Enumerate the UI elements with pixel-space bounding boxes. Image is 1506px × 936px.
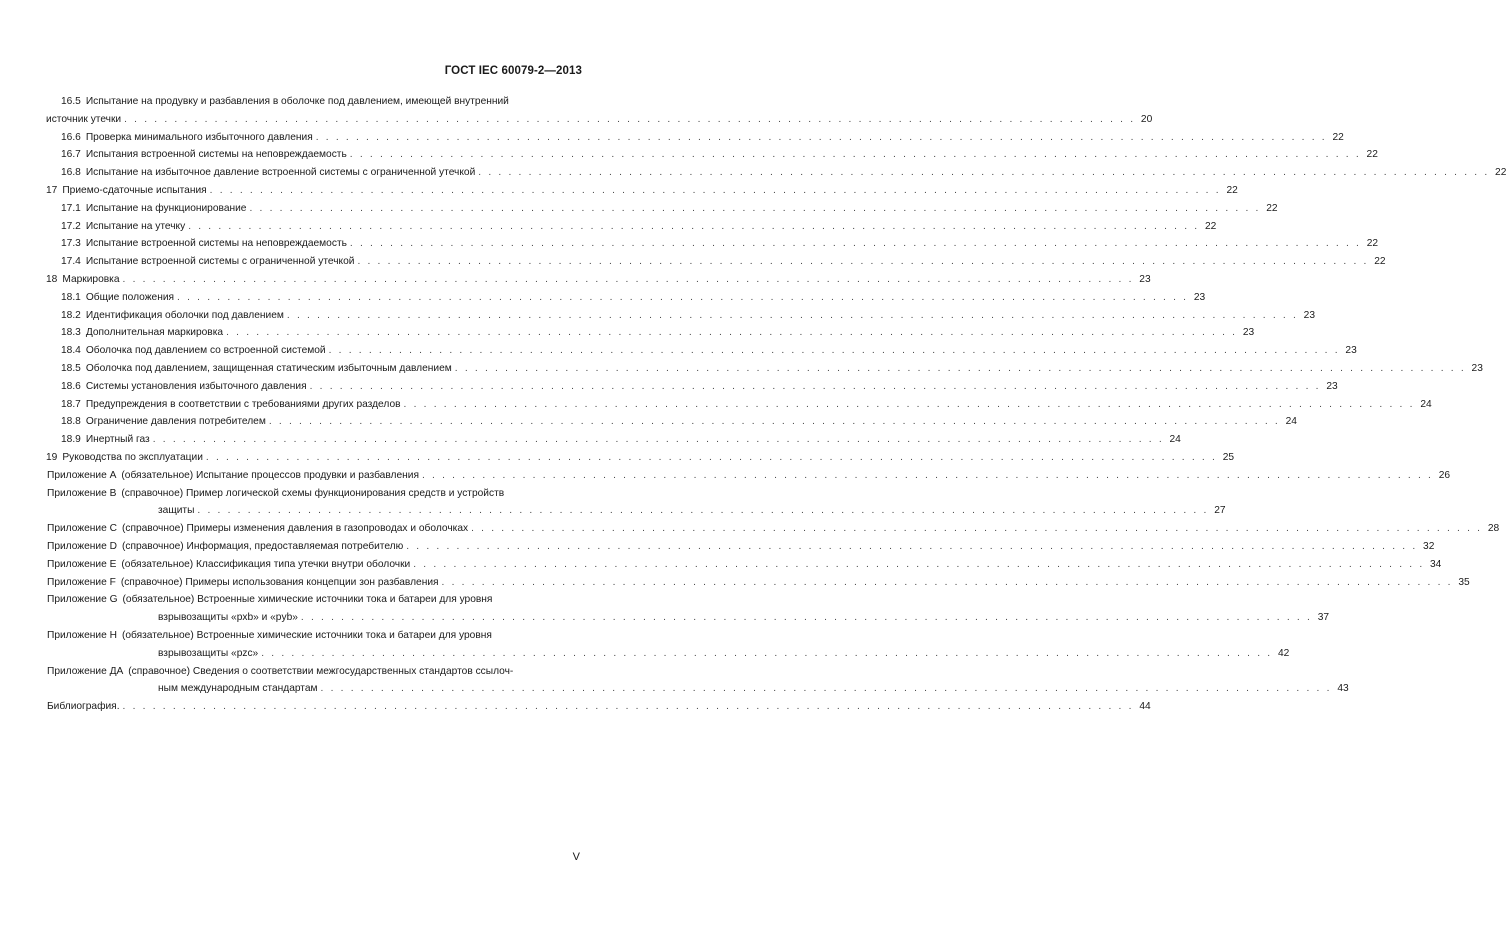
toc-entry-title: Библиография. bbox=[47, 701, 120, 713]
toc-entry[interactable] bbox=[61, 342, 1357, 360]
toc-page-number: 23 bbox=[1326, 380, 1338, 392]
toc-leader-dots: . . . . . . . . . . . . . . . . . . . . . . . . . . . . . . . . . . . . . . . . . . . . . . . . . . . . . . . . . . . . . . . . . . . . . . . . . . . . . . . . . . . . . . . . . . . . . . . . . . . . . bbox=[249, 202, 1261, 214]
toc-leader-dots: . . . . . . . . . . . . . . . . . . . . . . . . . . . . . . . . . . . . . . . . . . . . . . . . . . . . . . . . . . . . . . . . . . . . . . . . . . . . . . . . . . . . . . . . . . . . . . . . . . . . . bbox=[188, 220, 1200, 232]
toc-leader-dots: . . . . . . . . . . . . . . . . . . . . . . . . . . . . . . . . . . . . . . . . . . . . . . . . . . . . . . . . . . . . . . . . . . . . . . . . . . . . . . . . . . . . . . . . . . . . . . . . . . . . . bbox=[413, 558, 1425, 570]
toc-entry-title: Испытание на избыточное давление встроенной системы с ограниченной утечкой bbox=[85, 167, 476, 179]
toc-leader-dots: . . . . . . . . . . . . . . . . . . . . . . . . . . . . . . . . . . . . . . . . . . . . . . . . . . . . . . . . . . . . . . . . . . . . . . . . . . . . . . . . . . . . . . . . . . . . . . . . . . . . . bbox=[261, 647, 1273, 659]
toc-entry[interactable] bbox=[46, 182, 1238, 200]
toc-entry[interactable] bbox=[47, 663, 1349, 699]
toc-entry-title: Ограничение давления потребителем bbox=[85, 416, 266, 428]
toc-entry-number: 19 bbox=[46, 452, 58, 463]
toc-entry-number: Приложение ДА bbox=[47, 665, 124, 677]
toc-entry[interactable] bbox=[61, 253, 1386, 271]
toc-entry-number: 18.2 bbox=[61, 309, 81, 321]
toc-entry-title: Инертный газ bbox=[85, 434, 150, 446]
toc-leader-dots: . . . . . . . . . . . . . . . . . . . . . . . . . . . . . . . . . . . . . . . . . . . . . . . . . . . . . . . . . . . . . . . . . . . . . . . . . . . . . . . . . . . . . . . . . . . . . . . . . . . . . bbox=[197, 505, 1209, 517]
toc-entry[interactable] bbox=[47, 556, 1442, 574]
toc-entry[interactable] bbox=[61, 307, 1316, 325]
toc-entry[interactable] bbox=[47, 698, 1151, 716]
toc-entry[interactable] bbox=[46, 271, 1151, 289]
toc-entry[interactable] bbox=[61, 200, 1278, 218]
toc-entry-number: 18.1 bbox=[61, 291, 81, 303]
toc-entry-title: Руководства по эксплуатации bbox=[62, 452, 203, 463]
toc-entry-title: (справочное) Пример логической схемы функционирования средств и устройств bbox=[121, 487, 505, 499]
toc-page-number: 23 bbox=[1303, 309, 1316, 321]
toc-entry-number: Приложение Е bbox=[47, 558, 117, 570]
toc-leader-dots: . . . . . . . . . . . . . . . . . . . . . . . . . . . . . . . . . . . . . . . . . . . . . . . . . . . . . . . . . . . . . . . . . . . . . . . . . . . . . . . . . . . . . . . . . . . . . . . . . . . . . bbox=[441, 576, 1453, 588]
toc-entry-number: 18 bbox=[46, 274, 58, 285]
toc-leader-dots: . . . . . . . . . . . . . . . . . . . . . . . . . . . . . . . . . . . . . . . . . . . . . . . . . . . . . . . . . . . . . . . . . . . . . . . . . . . . . . . . . . . . . . . . . . . . . . . . . . . . . bbox=[122, 701, 1134, 713]
toc-leader-dots: . . . . . . . . . . . . . . . . . . . . . . . . . . . . . . . . . . . . . . . . . . . . . . . . . . . . . . . . . . . . . . . . . . . . . . . . . . . . . . . . . . . . . . . . . . . . . . . . . . . . . bbox=[209, 185, 1221, 196]
toc-entry-title: Приемо-сдаточные испытания bbox=[62, 185, 207, 196]
toc-entry-title: Дополнительная маркировка bbox=[85, 327, 224, 339]
toc-leader-dots: . . . . . . . . . . . . . . . . . . . . . . . . . . . . . . . . . . . . . . . . . . . . . . . . . . . . . . . . . . . . . . . . . . . . . . . . . . . . . . . . . . . . . . . . . . . . . . . . . . . . . bbox=[403, 398, 1415, 410]
toc-entry-title: Проверка минимального избыточного давления bbox=[85, 131, 313, 143]
toc-page-number: 44 bbox=[1139, 701, 1151, 713]
toc-entry-title: (справочное) Сведения о соответствии межгосударственных стандартов ссылоч- bbox=[128, 665, 514, 677]
toc-entry-number: 18.5 bbox=[61, 363, 81, 374]
toc-page-number: 42 bbox=[1278, 647, 1290, 659]
toc-entry-number: Приложение В bbox=[47, 487, 117, 499]
toc-leader-dots: . . . . . . . . . . . . . . . . . . . . . . . . . . . . . . . . . . . . . . . . . . . . . . . . . . . . . . . . . . . . . . . . . . . . . . . . . . . . . . . . . . . . . . . . . . . . . . . . . . . . . bbox=[349, 238, 1362, 250]
toc-leader-dots: . . . . . . . . . . . . . . . . . . . . . . . . . . . . . . . . . . . . . . . . . . . . . . . . . . . . . . . . . . . . . . . . . . . . . . . . . . . . . . . . . . . . . . . . . . . . . . . . . . . . . bbox=[300, 612, 1313, 624]
toc-leader-dots: . . . . . . . . . . . . . . . . . . . . . . . . . . . . . . . . . . . . . . . . . . . . . . . . . . . . . . . . . . . . . . . . . . . . . . . . . . . . . . . . . . . . . . . . . . . . . . . . . . . . . bbox=[122, 274, 1134, 285]
toc-page-number: 22 bbox=[1495, 167, 1506, 179]
toc-page-number: 20 bbox=[1140, 113, 1153, 125]
toc-page-number: 24 bbox=[1420, 398, 1432, 410]
toc-entry-title: Испытание встроенной системы на неповреждаемость bbox=[85, 238, 347, 250]
toc-entry-title: (обязательное) Встроенные химические источники тока и батареи для уровня bbox=[121, 630, 492, 641]
toc-entry[interactable] bbox=[46, 449, 1235, 467]
toc-entry-number: 17.1 bbox=[61, 202, 81, 214]
toc-entry-title: (справочное) Примеры использования концепции зон разбавления bbox=[120, 576, 439, 588]
toc-entry-title-continued: защиты bbox=[158, 505, 195, 517]
toc-page-number: 26 bbox=[1438, 469, 1451, 481]
toc-entry[interactable] bbox=[47, 520, 1500, 538]
toc-page-number: 23 bbox=[1471, 363, 1483, 374]
toc-page-number: 43 bbox=[1337, 683, 1349, 695]
document-header-id: ГОСТ IEC 60079-2—2013 bbox=[444, 65, 582, 77]
toc-entry-title: Испытания встроенной системы на неповреждаемость bbox=[85, 149, 347, 161]
toc-leader-dots: . . . . . . . . . . . . . . . . . . . . . . . . . . . . . . . . . . . . . . . . . . . . . . . . . . . . . . . . . . . . . . . . . . . . . . . . . . . . . . . . . . . . . . . . . . . . . . . . . . . . . bbox=[454, 363, 1466, 374]
toc-page-number: 24 bbox=[1285, 416, 1297, 428]
toc-entry[interactable] bbox=[61, 235, 1379, 253]
toc-entry[interactable] bbox=[61, 360, 1483, 378]
toc-entry-title: Маркировка bbox=[62, 274, 120, 285]
toc-entry-number: 17.3 bbox=[61, 238, 81, 250]
toc-page-number: 34 bbox=[1430, 558, 1442, 570]
toc-entry-number: 18.7 bbox=[61, 398, 81, 410]
toc-page-number: 22 bbox=[1266, 202, 1278, 214]
toc-entry-title-continued: ным международным стандартам bbox=[158, 683, 318, 695]
toc-entry[interactable] bbox=[61, 324, 1255, 342]
toc-entry-number: 18.9 bbox=[61, 434, 81, 446]
toc-leader-dots: . . . . . . . . . . . . . . . . . . . . . . . . . . . . . . . . . . . . . . . . . . . . . . . . . . . . . . . . . . . . . . . . . . . . . . . . . . . . . . . . . . . . . . . . . . . . . . . . . . . . . bbox=[177, 291, 1189, 303]
toc-entry-number: 18.8 bbox=[61, 416, 81, 428]
toc-page-number: 22 bbox=[1366, 238, 1379, 250]
toc-entry-number: Приложение А bbox=[47, 469, 117, 481]
toc-leader-dots: . . . . . . . . . . . . . . . . . . . . . . . . . . . . . . . . . . . . . . . . . . . . . . . . . . . . . . . . . . . . . . . . . . . . . . . . . . . . . . . . . . . . . . . . . . . . . . . . . . . . . bbox=[315, 131, 1327, 143]
toc-entry[interactable] bbox=[47, 627, 1290, 663]
toc-page-number: 22 bbox=[1332, 131, 1344, 143]
toc-page-number: 32 bbox=[1423, 541, 1435, 552]
toc-entry-title: Испытание на утечку bbox=[85, 220, 186, 232]
toc-leader-dots: . . . . . . . . . . . . . . . . . . . . . . . . . . . . . . . . . . . . . . . . . . . . . . . . . . . . . . . . . . . . . . . . . . . . . . . . . . . . . . . . . . . . . . . . . . . . . . . . . . . . . bbox=[357, 256, 1369, 268]
toc-entry[interactable] bbox=[61, 378, 1338, 396]
toc-leader-dots: . . . . . . . . . . . . . . . . . . . . . . . . . . . . . . . . . . . . . . . . . . . . . . . . . . . . . . . . . . . . . . . . . . . . . . . . . . . . . . . . . . . . . . . . . . . . . . . . . . . . . bbox=[268, 416, 1280, 428]
toc-entry-number: 16.6 bbox=[61, 131, 81, 143]
toc-entry-number: 16.7 bbox=[61, 149, 81, 161]
toc-page-number: 23 bbox=[1242, 327, 1255, 339]
toc-leader-dots: . . . . . . . . . . . . . . . . . . . . . . . . . . . . . . . . . . . . . . . . . . . . . . . . . . . . . . . . . . . . . . . . . . . . . . . . . . . . . . . . . . . . . . . . . . . . . . . . . . . . . bbox=[478, 167, 1490, 179]
toc-page-number: 35 bbox=[1458, 576, 1470, 588]
toc-leader-dots: . . . . . . . . . . . . . . . . . . . . . . . . . . . . . . . . . . . . . . . . . . . . . . . . . . . . . . . . . . . . . . . . . . . . . . . . . . . . . . . . . . . . . . . . . . . . . . . . . . . . . bbox=[205, 452, 1218, 463]
toc-leader-dots: . . . . . . . . . . . . . . . . . . . . . . . . . . . . . . . . . . . . . . . . . . . . . . . . . . . . . . . . . . . . . . . . . . . . . . . . . . . . . . . . . . . . . . . . . . . . . . . . . . . . . bbox=[471, 523, 1483, 535]
toc-entry-title: Оболочка под давлением со встроенной системой bbox=[85, 345, 326, 357]
toc-entry-title-continued: взрывозащиты «pzc» bbox=[158, 647, 259, 659]
toc-entry-title: Предупреждения в соответствии с требованиями других разделов bbox=[85, 398, 401, 410]
toc-entry[interactable] bbox=[47, 574, 1470, 592]
toc-entry-title: Испытание на функционирование bbox=[85, 202, 247, 214]
toc-page-number: 24 bbox=[1169, 434, 1181, 446]
toc-page-number: 27 bbox=[1214, 505, 1226, 517]
toc-leader-dots: . . . . . . . . . . . . . . . . . . . . . . . . . . . . . . . . . . . . . . . . . . . . . . . . . . . . . . . . . . . . . . . . . . . . . . . . . . . . . . . . . . . . . . . . . . . . . . . . . . . . . bbox=[328, 345, 1340, 357]
toc-entry-number: 16.8 bbox=[61, 167, 81, 179]
toc-leader-dots: . . . . . . . . . . . . . . . . . . . . . . . . . . . . . . . . . . . . . . . . . . . . . . . . . . . . . . . . . . . . . . . . . . . . . . . . . . . . . . . . . . . . . . . . . . . . . . . . . . . . . bbox=[309, 380, 1321, 392]
toc-entry-title: Общие положения bbox=[85, 291, 175, 303]
toc-entry-title: Идентификация оболочки под давлением bbox=[85, 309, 284, 321]
toc-entry[interactable] bbox=[61, 164, 1506, 182]
toc-entry-title: Испытание на продувку и разбавления в оболочке под давлением, имеющей внутренний bbox=[85, 96, 509, 107]
toc-entry-number: 18.3 bbox=[61, 327, 81, 339]
toc-page-number: 23 bbox=[1345, 345, 1357, 357]
toc-entry[interactable] bbox=[47, 538, 1435, 556]
toc-entry[interactable] bbox=[61, 129, 1344, 147]
toc-page-number: 37 bbox=[1317, 612, 1330, 624]
toc-entry[interactable] bbox=[61, 218, 1217, 236]
toc-entry-title: (справочное) Информация, предоставляемая потребителю bbox=[121, 541, 404, 552]
toc-entry[interactable] bbox=[61, 396, 1432, 414]
toc-page-number: 22 bbox=[1366, 149, 1378, 161]
toc-entry[interactable] bbox=[61, 289, 1206, 307]
toc-entry-number: Приложение D bbox=[47, 541, 117, 552]
toc-leader-dots: . . . . . . . . . . . . . . . . . . . . . . . . . . . . . . . . . . . . . . . . . . . . . . . . . . . . . . . . . . . . . . . . . . . . . . . . . . . . . . . . . . . . . . . . . . . . . . . . . . . . . bbox=[152, 434, 1164, 446]
toc-entry-number: 16.5 bbox=[61, 96, 81, 107]
toc-entry[interactable] bbox=[47, 591, 1330, 627]
toc-page-number: 22 bbox=[1204, 220, 1217, 232]
toc-entry-title: Системы установления избыточного давления bbox=[85, 380, 307, 392]
toc-entry-title: (справочное) Примеры изменения давления в газопроводах и оболочках bbox=[121, 523, 469, 535]
toc-entry-number: 18.4 bbox=[61, 345, 81, 357]
toc-leader-dots: . . . . . . . . . . . . . . . . . . . . . . . . . . . . . . . . . . . . . . . . . . . . . . . . . . . . . . . . . . . . . . . . . . . . . . . . . . . . . . . . . . . . . . . . . . . . . . . . . . . . . bbox=[406, 541, 1418, 552]
toc-leader-dots: . . . . . . . . . . . . . . . . . . . . . . . . . . . . . . . . . . . . . . . . . . . . . . . . . . . . . . . . . . . . . . . . . . . . . . . . . . . . . . . . . . . . . . . . . . . . . . . . . . . . . bbox=[286, 309, 1299, 321]
toc-leader-dots: . . . . . . . . . . . . . . . . . . . . . . . . . . . . . . . . . . . . . . . . . . . . . . . . . . . . . . . . . . . . . . . . . . . . . . . . . . . . . . . . . . . . . . . . . . . . . . . . . . . . . bbox=[320, 683, 1332, 695]
toc-entry[interactable] bbox=[61, 413, 1297, 431]
toc-leader-dots: . . . . . . . . . . . . . . . . . . . . . . . . . . . . . . . . . . . . . . . . . . . . . . . . . . . . . . . . . . . . . . . . . . . . . . . . . . . . . . . . . . . . . . . . . . . . . . . . . . . . . bbox=[349, 149, 1361, 161]
toc-entry-title-continued: источник утечки bbox=[46, 113, 122, 125]
toc-leader-dots: . . . . . . . . . . . . . . . . . . . . . . . . . . . . . . . . . . . . . . . . . . . . . . . . . . . . . . . . . . . . . . . . . . . . . . . . . . . . . . . . . . . . . . . . . . . . . . . . . . . . . bbox=[421, 469, 1434, 481]
page-number: V bbox=[572, 851, 580, 863]
toc-entry[interactable] bbox=[46, 93, 1153, 129]
toc-entry-title: Оболочка под давлением, защищенная статическим избыточным давлением bbox=[85, 363, 452, 374]
toc-page-number: 25 bbox=[1222, 452, 1235, 463]
toc-entry-number: Приложение С bbox=[47, 523, 117, 535]
toc-entry[interactable] bbox=[61, 431, 1181, 449]
toc-page-number: 23 bbox=[1139, 274, 1151, 285]
toc-entry-title-continued: взрывозащиты «pxb» и «pyb» bbox=[158, 612, 298, 624]
toc-leader-dots: . . . . . . . . . . . . . . . . . . . . . . . . . . . . . . . . . . . . . . . . . . . . . . . . . . . . . . . . . . . . . . . . . . . . . . . . . . . . . . . . . . . . . . . . . . . . . . . . . . . . . bbox=[226, 327, 1238, 339]
toc-entry-title: (обязательное) Испытание процессов продувки и разбавления bbox=[121, 469, 419, 481]
toc-page-number: 22 bbox=[1226, 185, 1238, 196]
toc-page-number: 23 bbox=[1193, 291, 1206, 303]
toc-entry-number: 17.2 bbox=[61, 220, 81, 232]
toc-page-number: 22 bbox=[1374, 256, 1386, 268]
toc-entry-number: 18.6 bbox=[61, 380, 81, 392]
toc-entry-title: (обязательное) Классификация типа утечки внутри оболочки bbox=[121, 558, 411, 570]
toc-entry-number: 17.4 bbox=[61, 256, 81, 268]
toc-entry[interactable] bbox=[47, 485, 1226, 521]
toc-entry-title: (обязательное) Встроенные химические источники тока и батареи для уровня bbox=[122, 594, 493, 606]
toc-entry-number: Приложение G bbox=[47, 594, 118, 606]
toc-entry-number: Приложение F bbox=[47, 576, 116, 588]
toc-entry-number: Приложение Н bbox=[47, 630, 117, 641]
toc-entry[interactable] bbox=[61, 146, 1378, 164]
toc-entry-number: 17 bbox=[46, 185, 58, 196]
toc-entry[interactable] bbox=[47, 467, 1451, 485]
toc-entry-title: Испытание встроенной системы с ограниченной утечкой bbox=[85, 256, 355, 268]
toc-page-number: 28 bbox=[1487, 523, 1500, 535]
toc-leader-dots: . . . . . . . . . . . . . . . . . . . . . . . . . . . . . . . . . . . . . . . . . . . . . . . . . . . . . . . . . . . . . . . . . . . . . . . . . . . . . . . . . . . . . . . . . . . . . . . . . . . . . bbox=[124, 113, 1136, 125]
